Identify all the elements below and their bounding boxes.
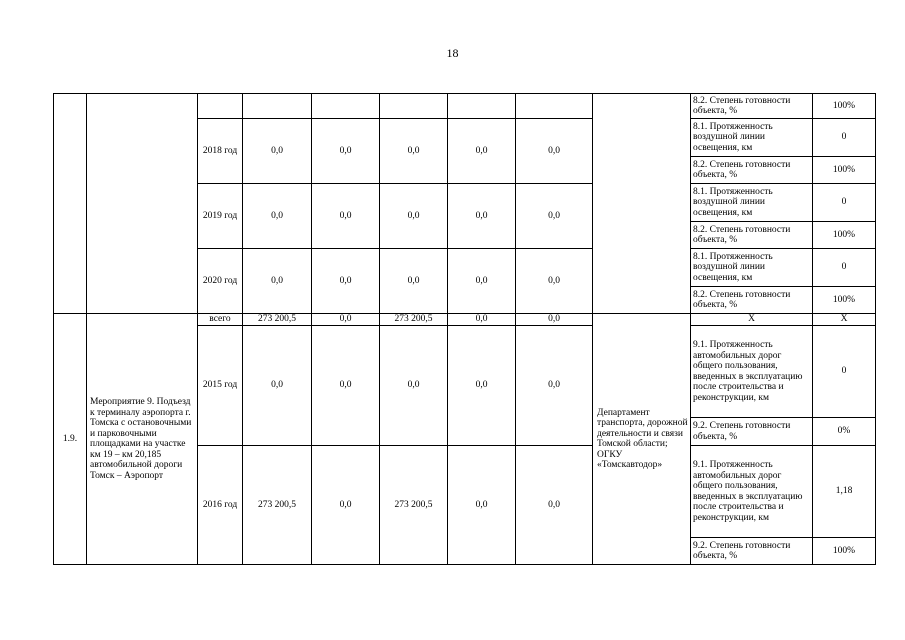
value-cell: 0,0 — [243, 249, 312, 314]
value-cell: 0,0 — [380, 326, 448, 446]
value-cell: 0,0 — [312, 184, 380, 249]
executor: Департамент транспорта, дорожной деятельности и связи Томской области; ОГКУ «Томскавтодор» — [593, 314, 691, 565]
indicator-readiness: 9.2. Степень готовности объекта, % — [691, 538, 813, 565]
value-cell: 0,0 — [243, 184, 312, 249]
value-cell: 0,0 — [516, 184, 593, 249]
indicator-length-lighting: 8.1. Протяженность воздушной линии освещения, км — [691, 119, 813, 157]
value-cell: 0,0 — [312, 326, 380, 446]
indicator-value: 100% — [813, 222, 876, 249]
indicator-value: 0 — [813, 249, 876, 287]
value-cell: 0,0 — [448, 184, 516, 249]
cell-blank — [448, 94, 516, 119]
indicator-x-value: Х — [813, 314, 876, 326]
value-cell: 273 200,5 — [243, 446, 312, 565]
total-col2: 0,0 — [312, 314, 380, 326]
item-name: Мероприятие 9. Подъезд к терминалу аэропорта г. Томска с остановочными и парковочными площадками на участке км 19 – км 20,185 автомобильной дороги Томск – Аэропорт — [87, 314, 198, 565]
item-number: 1.9. — [54, 314, 87, 565]
value-cell: 0,0 — [380, 249, 448, 314]
indicator-value: 100% — [813, 94, 876, 119]
value-cell: 0,0 — [448, 326, 516, 446]
cell-executor-prev — [593, 94, 691, 314]
cell-blank — [243, 94, 312, 119]
indicator-value: 100% — [813, 538, 876, 565]
total-col4: 0,0 — [448, 314, 516, 326]
value-cell: 0,0 — [380, 119, 448, 184]
indicator-length-roads: 9.1. Протяженность автомобильных дорог общего пользования, введенных в эксплуатацию после строительства и реконструкции, км — [691, 326, 813, 418]
indicator-readiness: 8.2. Степень готовности объекта, % — [691, 157, 813, 184]
indicator-value: 0 — [813, 326, 876, 418]
program-table — [53, 93, 876, 565]
value-cell: 0,0 — [243, 119, 312, 184]
indicator-value: 0% — [813, 418, 876, 446]
value-cell: 0,0 — [380, 184, 448, 249]
cell-blank — [312, 94, 380, 119]
indicator-length-lighting: 8.1. Протяженность воздушной линии освещения, км — [691, 184, 813, 222]
indicator-value: 0 — [813, 119, 876, 157]
value-cell: 0,0 — [312, 446, 380, 565]
indicator-value: 100% — [813, 287, 876, 314]
year-2020: 2020 год — [198, 249, 243, 314]
value-cell: 0,0 — [516, 326, 593, 446]
value-cell: 0,0 — [448, 446, 516, 565]
value-cell: 0,0 — [516, 446, 593, 565]
value-cell: 0,0 — [312, 119, 380, 184]
year-total: всего — [198, 314, 243, 326]
page-number: 18 — [446, 46, 459, 60]
cell-year-prev — [198, 94, 243, 119]
cell-number-prev — [54, 94, 87, 314]
indicator-value: 1,18 — [813, 446, 876, 538]
indicator-length-roads: 9.1. Протяженность автомобильных дорог общего пользования, введенных в эксплуатацию после строительства и реконструкции, км — [691, 446, 813, 538]
value-cell: 0,0 — [516, 119, 593, 184]
total-col5: 0,0 — [516, 314, 593, 326]
cell-name-prev — [87, 94, 198, 314]
year-2015: 2015 год — [198, 326, 243, 446]
indicator-readiness: 8.2. Степень готовности объекта, % — [691, 222, 813, 249]
indicator-readiness: 8.2. Степень готовности объекта, % — [691, 287, 813, 314]
value-cell: 0,0 — [243, 326, 312, 446]
value-cell: 0,0 — [312, 249, 380, 314]
value-cell: 0,0 — [448, 119, 516, 184]
total-col3: 273 200,5 — [380, 314, 448, 326]
indicator-readiness: 9.2. Степень готовности объекта, % — [691, 418, 813, 446]
value-cell: 0,0 — [448, 249, 516, 314]
indicator-x: Х — [691, 314, 813, 326]
year-2016: 2016 год — [198, 446, 243, 565]
indicator-value: 0 — [813, 184, 876, 222]
year-2019: 2019 год — [198, 184, 243, 249]
cell-blank — [380, 94, 448, 119]
indicator-readiness: 8.2. Степень готовности объекта, % — [691, 94, 813, 119]
indicator-length-lighting: 8.1. Протяженность воздушной линии освещения, км — [691, 249, 813, 287]
value-cell: 0,0 — [516, 249, 593, 314]
indicator-value: 100% — [813, 157, 876, 184]
year-2018: 2018 год — [198, 119, 243, 184]
cell-blank — [516, 94, 593, 119]
value-cell: 273 200,5 — [380, 446, 448, 565]
total-sum: 273 200,5 — [243, 314, 312, 326]
